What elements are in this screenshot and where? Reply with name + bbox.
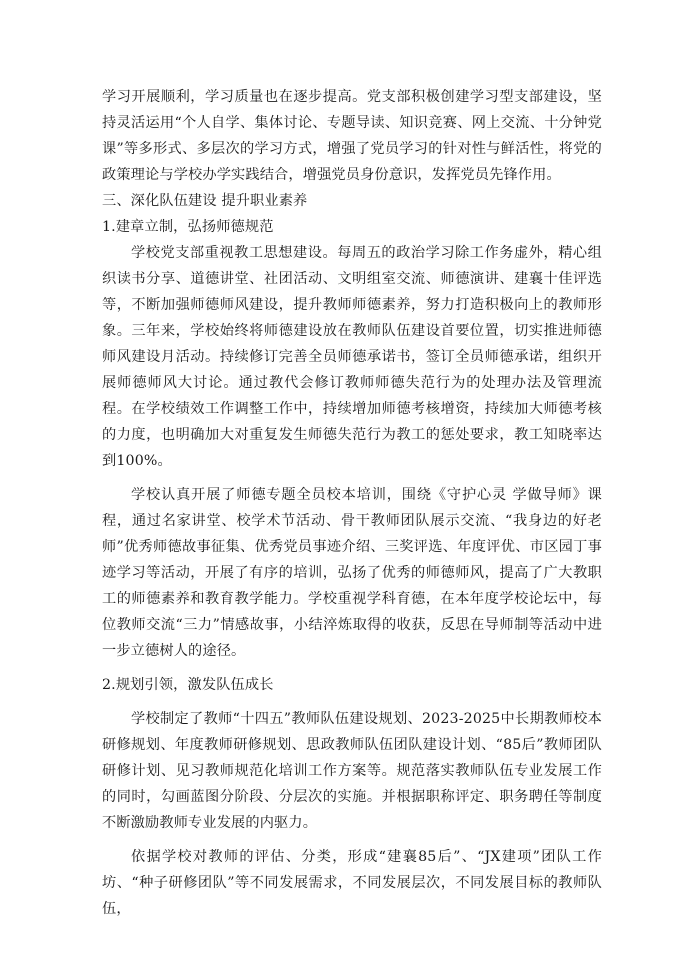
subsection-1-heading: 1.建章立制，弘扬师德规范	[102, 219, 274, 235]
section-heading: 三、深化队伍建设 提升职业素养	[102, 193, 308, 209]
subsection-2-heading: 2.规划引领，激发队伍成长	[102, 677, 274, 693]
paragraph-continued: 学习开展顺利，学习质量也在逐步提高。党支部积极创建学习型支部建设，坚持灵活运用“个人自学、集体讨论、专题导读、知识竞赛、网上交流、十分钟党课”等多形式、多层次的学习方式，增强了党员学习的针对性与鲜活性，将党的政策理论与学校办学实践结合，增强党员身份意识，发挥党员先锋作用。	[102, 89, 602, 183]
subsection-2-paragraph-1: 学校制定了教师“十四五”教师队伍建设规划、2023-2025中长期教师校本研修规划、年度教师研修规划、思政教师队伍团队建设计划、“85后”教师团队研修计划、见习教师规范化培训工作方案等。规范落实教师队伍专业发展工作的同时，勾画蓝图分阶段、分层次的实施。并根据职称评定、职务聘任等制度不断激励教师专业发展的内驱力。	[102, 711, 602, 831]
subsection-1-paragraph-1: 学校党支部重视教工思想建设。每周五的政治学习除工作务虚外，精心组织读书分享、道德讲堂、社团活动、文明组室交流、师德演讲、建襄十佳评选等，不断加强师德师风建设，提升教师师德素养，努力打造积极向上的教师形象。三年来，学校始终将师德建设放在教师队伍建设首要位置，切实推进师德师风建设月活动。持续修订完善全员师德承诺书，签订全员师德承诺，组织开展师德师风大讨论。通过教代会修订教师师德失范行为的处理办法及管理流程。在学校绩效工作调整工作中，持续增加师德考核增资，持续加大师德考核的力度，也明确加大对重复发生师德失范行为教工的惩处要求，教工知晓率达到100%。	[102, 245, 602, 469]
subsection-1-paragraph-2: 学校认真开展了师德专题全员校本培训，围绕《守护心灵 学做导师》课程，通过名家讲堂、校学术节活动、骨干教师团队展示交流、“我身边的好老师”优秀师德故事征集、优秀党员事迹介绍、三奖评选、年度评优、市区园丁事迹学习等活动，开展了有序的培训，弘扬了优秀的师德师风，提高了广大教职工的师德素养和教育教学能力。学校重视学科育德，在本年度学校论坛中，每位教师交流“三力”情感故事，小结淬炼取得的收获，反思在导师制等活动中进一步立德树人的途径。	[102, 487, 602, 659]
document-body	[102, 84, 602, 922]
subsection-2-paragraph-2: 依据学校对教师的评估、分类，形成“建襄85后”、“JX建项”团队工作坊、“种子研修团队”等不同发展需求，不同发展层次，不同发展目标的教师队伍，	[102, 849, 602, 917]
